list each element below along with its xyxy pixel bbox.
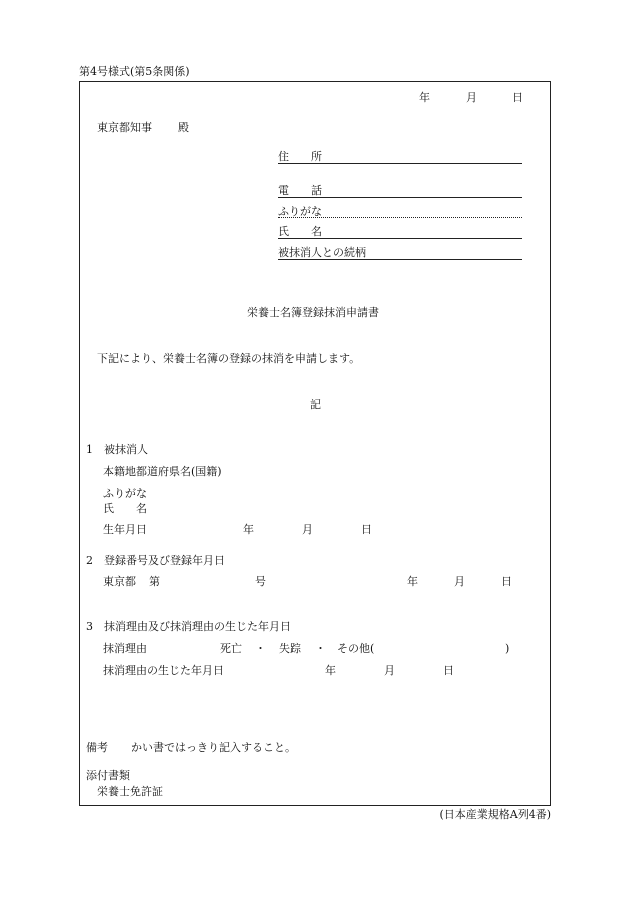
furigana-label: ふりがな [278, 205, 322, 218]
address-field-line[interactable] [278, 163, 522, 164]
remarks-text: かい書ではっきり記入すること。 [131, 741, 296, 754]
name-label: 氏 名 [278, 225, 322, 238]
section3-day: 日 [443, 664, 454, 677]
section3-month: 月 [384, 664, 395, 677]
furigana-field-line[interactable] [278, 217, 522, 218]
date-month-label: 月 [466, 91, 477, 104]
section3-heading: 3 抹消理由及び抹消理由の生じた年月日 [86, 620, 291, 633]
document-title: 栄養士名簿登録抹消申請書 [247, 306, 379, 319]
phone-label: 電 話 [278, 184, 322, 197]
section3-death-option: 死亡 [220, 642, 242, 655]
form-number: 第4号様式(第5条関係) [79, 65, 190, 78]
section3-other-close: ) [505, 642, 510, 655]
section2-day: 日 [501, 575, 512, 588]
section2-tokyo: 東京都 [103, 575, 136, 588]
attachments-label: 添付書類 [86, 769, 130, 782]
addressee-honorific: 殿 [178, 121, 189, 134]
ki-marker: 記 [310, 398, 321, 411]
relation-field-line[interactable] [278, 259, 522, 260]
section3-reason-label: 抹消理由 [103, 642, 147, 655]
footer-standard: (日本産業規格A列4番) [439, 808, 551, 821]
section3-dot-1: ・ [255, 642, 266, 655]
section1-birth-year: 年 [243, 523, 254, 536]
section2-month: 月 [454, 575, 465, 588]
date-year-label: 年 [419, 91, 430, 104]
section1-furigana-label: ふりがな [103, 487, 147, 500]
phone-field-line[interactable] [278, 197, 522, 198]
section3-missing-option: 失踪 [279, 642, 301, 655]
section1-birth-month: 月 [302, 523, 313, 536]
section1-birth-label: 生年月日 [103, 523, 147, 536]
section2-heading: 2 登録番号及び登録年月日 [86, 554, 225, 567]
section3-other-option: その他( [337, 642, 375, 655]
remarks-label: 備考 [86, 741, 108, 754]
section1-birth-day: 日 [361, 523, 372, 536]
section3-year: 年 [325, 664, 336, 677]
relation-label: 被抹消人との続柄 [278, 246, 366, 259]
attachments-item: 栄養士免許証 [97, 785, 163, 798]
date-day-label: 日 [512, 91, 523, 104]
request-text: 下記により、栄養士名簿の登録の抹消を申請します。 [97, 352, 361, 365]
section2-go: 号 [255, 575, 266, 588]
section3-date-label: 抹消理由の生じた年月日 [103, 664, 224, 677]
section1-honseki-label: 本籍地都道府県名(国籍) [103, 465, 222, 478]
addressee-governor: 東京都知事 [97, 121, 152, 134]
section3-dot-2: ・ [315, 642, 326, 655]
name-field-line[interactable] [278, 238, 522, 239]
address-label: 住 所 [278, 150, 322, 163]
section2-year: 年 [407, 575, 418, 588]
section1-heading: 1 被抹消人 [86, 443, 148, 456]
section2-dai: 第 [149, 575, 160, 588]
section1-name-label: 氏 名 [103, 502, 147, 515]
